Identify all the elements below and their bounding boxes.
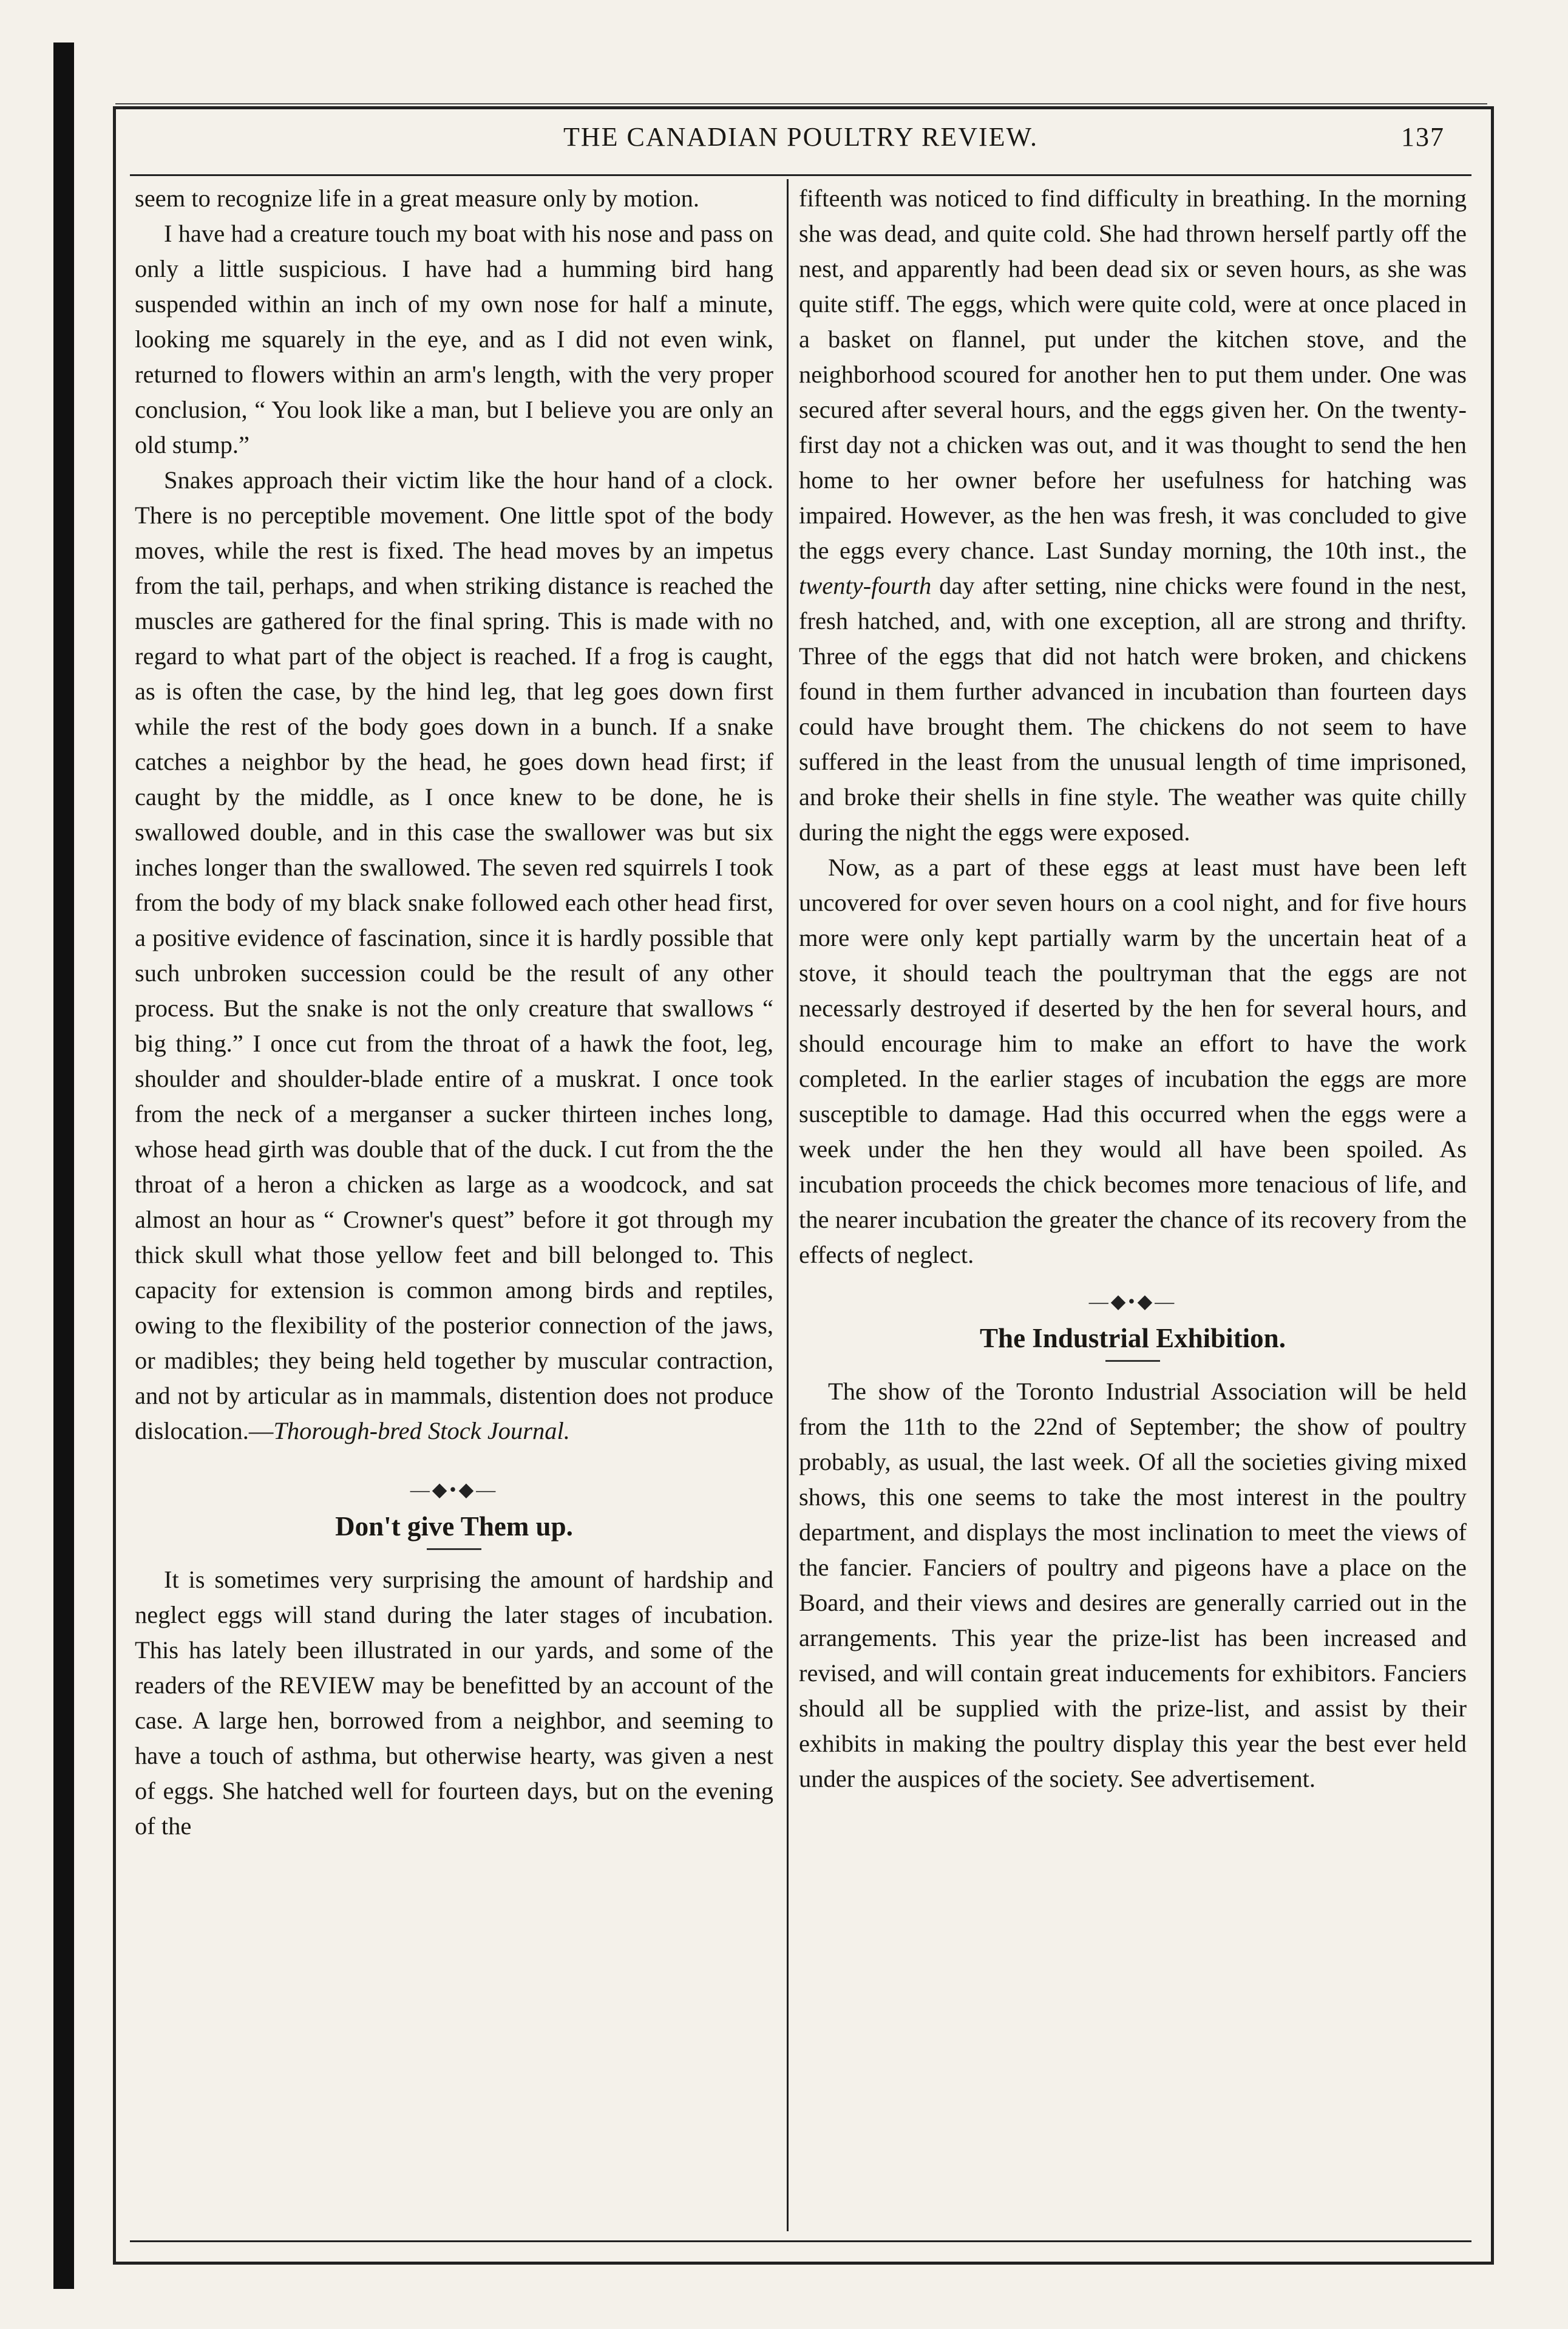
paragraph: It is sometimes very surprising the amount of hardship and neglect eggs will stand during the later stages of incubation. This has lately been illustrated in our yards, and some of the readers of the REVIEW may be benefitted by an account of the case. A large hen, borrowed from a neighbor, and seeming to have a touch of asthma, but otherwise hearty, was given a nest of eggs. She hatched well for fourteen days, but on the evening of the: [135, 1566, 773, 1840]
paragraph: I have had a creature touch my boat with his nose and pass on only a little suspicious. I have had a humming bird hang suspended within an inch of my own nose for half a minute, looking me squarely in the eye, and as I did not even wink, returned to flowers within an arm's length, with the very proper conclusion, “ You look like a man, but I believe you are only an old stump.”: [135, 220, 773, 458]
paragraph: Now, as a part of these eggs at least must have been left uncovered for over seven hours on a cool night, and for five hours more were only kept partially warm by the uncertain heat of a stove, it should teach the poultryman that the eggs are not necessarly destroyed if deserted by the hen for several hours, and should encourage him to make an effort to have the work completed. In the earlier stages of incubation the eggs are more susceptible to damage. Had this occurred when the eggs were a week under the hen they would all have been spoiled. As incubation proceeds the chick becomes more tenacious of life, and the nearer incubation the greater the chance of its recovery from the effects of neglect.: [799, 854, 1467, 1268]
paragraph: The show of the Toronto Industrial Association will be held from the 11th to the 22nd of September; the show of poultry probably, as usual, the last week. Of all the societies giving mixed shows, this one seems to take the most interest in the poultry department, and displays the most inclination to meet the views of the fancier. Fanciers of poultry and pigeons have a place on the Board, and their views and desires are generally carried out in the arrangements. This year the prize-list has been increased and revised, and will contain great inducements for exhibitors. Fanciers should all be supplied with the prize-list, and assist by their exhibits in making the poultry display this year the best ever held under the auspices of the society. See advertisement.: [799, 1378, 1467, 1792]
article-heading: The Industrial Exhibition.: [980, 1323, 1286, 1353]
running-header: [130, 121, 1471, 170]
section-ornament: —◆•◆—: [410, 1478, 498, 1500]
bottom-rule: [130, 2240, 1471, 2242]
top-rule: [115, 103, 1487, 104]
column-divider: [787, 179, 789, 2231]
emphasis: twenty-fourth: [799, 572, 932, 599]
paragraph: seem to recognize life in a great measure only by motion.: [135, 185, 700, 212]
paragraph-text: day after setting, nine chicks were found in the nest, fresh hatched, and, with one exception, all are strong and thrifty. Three of the eggs that did not hatch were broken, and chickens found in them further advanced in incubation than fourteen days could have brought them. The chickens do not seem to have suffered in the least from the unusual length of time imprisoned, and broke their shells in fine style. The weather was quite chilly during the night the eggs were exposed.: [799, 572, 1467, 846]
journal-title: THE CANADIAN POULTRY REVIEW.: [563, 122, 1038, 152]
paragraph: [135, 463, 773, 1449]
paragraph-text: fifteenth was noticed to find difficulty in breathing. In the morning she was dead, and quite cold. She had thrown herself partly off the nest, and apparently had been dead six or seven hours, as she was quite stiff. The eggs, which were quite cold, were at once placed in a basket on flannel, put under the kitchen stove, and the neighborhood scoured for another hen to put them under. One was secured after several hours, and the eggs given her. On the twenty-first day not a chicken was out, and it was thought to send the hen home to her owner before her usefulness for hatching was impaired. However, as the hen was fresh, it was concluded to give the eggs every chance. Last Sunday morning, the 10th inst., the: [799, 185, 1467, 564]
binding-edge: [53, 42, 74, 2289]
heading-rule: [427, 1548, 481, 1550]
heading-rule: [1105, 1360, 1160, 1362]
left-column: [135, 181, 773, 1844]
article-heading: Don't give Them up.: [335, 1511, 573, 1542]
right-column: [799, 181, 1467, 1797]
section-ornament: —◆•◆—: [1088, 1290, 1177, 1312]
header-rule: [130, 174, 1471, 176]
paragraph: [799, 181, 1467, 850]
paragraph-text: Snakes approach their victim like the hour hand of a clock. There is no perceptible movement. One little spot of the body moves, while the rest is fixed. The head moves by an impetus from the tail, perhaps, and when striking distance is reached the muscles are gathered for the final spring. This is made with no regard to what part of the object is reached. If a frog is caught, as is often the case, by the hind leg, that leg goes down first while the rest of the body goes down in a bunch. If a snake catches a neighbor by the head, he goes down head first; if caught by the middle, as I once knew to be done, he is swallowed double, and in this case the swallower was but six inches longer than the swallowed. The seven red squirrels I took from the body of my black snake followed each other head first, a positive evidence of fascination, since it is hardly possible that such unbroken succession could be the result of any other process. But the snake is not the only creature that swallows “ big thing.” I once cut from the throat of a hawk the foot, leg, shoulder and shoulder-blade entire of a muskrat. I once took from the neck of a merganser a sucker thirteen inches long, whose head girth was double that of the duck. I cut from the the throat of a heron a chicken as large as a woodcock, and sat almost an hour as “ Crowner's quest” before it got through my thick skull what those yellow feet and bill belonged to. This capacity for extension is common among birds and reptiles, owing to the flexibility of the posterior connection of the jaws, or madibles; they being held together by muscular contraction, and not by articular as in mammals, distention does not produce dislocation.—: [135, 466, 773, 1444]
source-citation: Thorough-bred Stock Journal.: [273, 1417, 570, 1444]
page-number: 137: [1401, 122, 1445, 152]
